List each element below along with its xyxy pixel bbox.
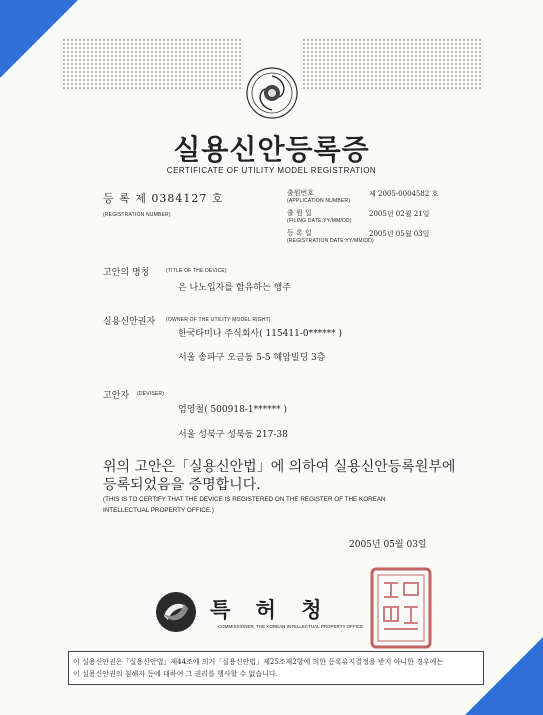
certificate-title: 실용신안등록증 <box>173 133 370 166</box>
registration-date-label-en: (REGISTRATION DATE:YY/MM/DD) <box>287 238 374 244</box>
registration-number: 등 록 제 0384127 호 <box>103 192 224 205</box>
deviser-name: 엄영철( 500918-1****** ) <box>178 405 287 415</box>
certification-statement-en-line2: INTELLECTUAL PROPERTY OFFICE.) <box>103 507 214 514</box>
certification-statement-line2: 등록되었음을 증명합니다. <box>103 477 261 493</box>
footer-notice-line1: 이 실용신안권은「실용신안법」제44조에 의거「실용신안법」제25조제2항에 의한 등록유지결정을 받지 아니한 경우에는 <box>73 658 444 666</box>
owner-address: 서울 송파구 오금동 5-5 혜암빌딩 3층 <box>178 353 326 363</box>
certificate-subtitle: CERTIFICATE OF UTILITY MODEL REGISTRATION <box>166 166 377 175</box>
deviser-label: 고안자 <box>103 391 130 401</box>
national-emblem-icon <box>245 66 299 120</box>
deviser-label-en: (DEVISER) <box>137 391 165 397</box>
application-number-label-en: (APPLICATION NUMBER) <box>287 198 351 204</box>
header-pattern-left <box>62 38 242 90</box>
registration-date-value: 2005년 05월 03일 <box>369 230 430 238</box>
filing-date-label-en: (FILING DATE:YY/MM/DD) <box>287 218 352 224</box>
application-number-value: 제 2005-0004582 호 <box>369 190 439 198</box>
office-name-en: COMMISSIONER, THE KOREAN INTELLECTUAL PROPERTY OFFICE <box>218 624 364 629</box>
filing-date-value: 2005년 02월 21일 <box>369 210 430 218</box>
footer-notice <box>68 651 484 685</box>
certification-statement-en-line1: (THIS IS TO CERTIFY THAT THE DEVICE IS REGISTERED ON THE REGISTER OF THE KOREAN <box>103 496 386 503</box>
office-name: 특 허 청 <box>210 598 331 622</box>
deviser-address: 서울 성북구 성북동 217-38 <box>178 430 288 440</box>
application-number-label: 출원번호 <box>287 189 315 197</box>
issue-date: 2005년 05월 03일 <box>349 540 427 550</box>
owner-label-en: (OWNER OF THE UTILITY MODEL RIGHT) <box>166 317 271 323</box>
device-title-label: 고안의 명칭 <box>103 268 150 278</box>
header-pattern-right <box>302 38 482 90</box>
footer-notice-line2: 이 실용신안권의 침해자 등에 대하여 그 권리를 행사할 수 없습니다. <box>73 670 278 678</box>
registration-date-label: 등 록 일 <box>287 229 312 237</box>
owner-name: 한국타미나 주식회사( 115411-0****** ) <box>178 329 342 339</box>
owner-label: 실용신안권자 <box>103 317 156 327</box>
official-seal-stamp-icon <box>370 567 432 649</box>
kipo-logo-icon <box>154 590 198 634</box>
filing-date-label: 출 원 일 <box>287 209 312 217</box>
device-title-label-en: (TITLE OF THE DEVICE) <box>166 268 227 274</box>
device-title-value: 은 나노입자를 함유하는 행주 <box>178 283 291 293</box>
certification-statement-line1: 위의 고안은「실용신안법」에 의하여 실용신안등록원부에 <box>103 459 456 475</box>
registration-number-label-en: (REGISTRATION NUMBER) <box>103 212 171 218</box>
